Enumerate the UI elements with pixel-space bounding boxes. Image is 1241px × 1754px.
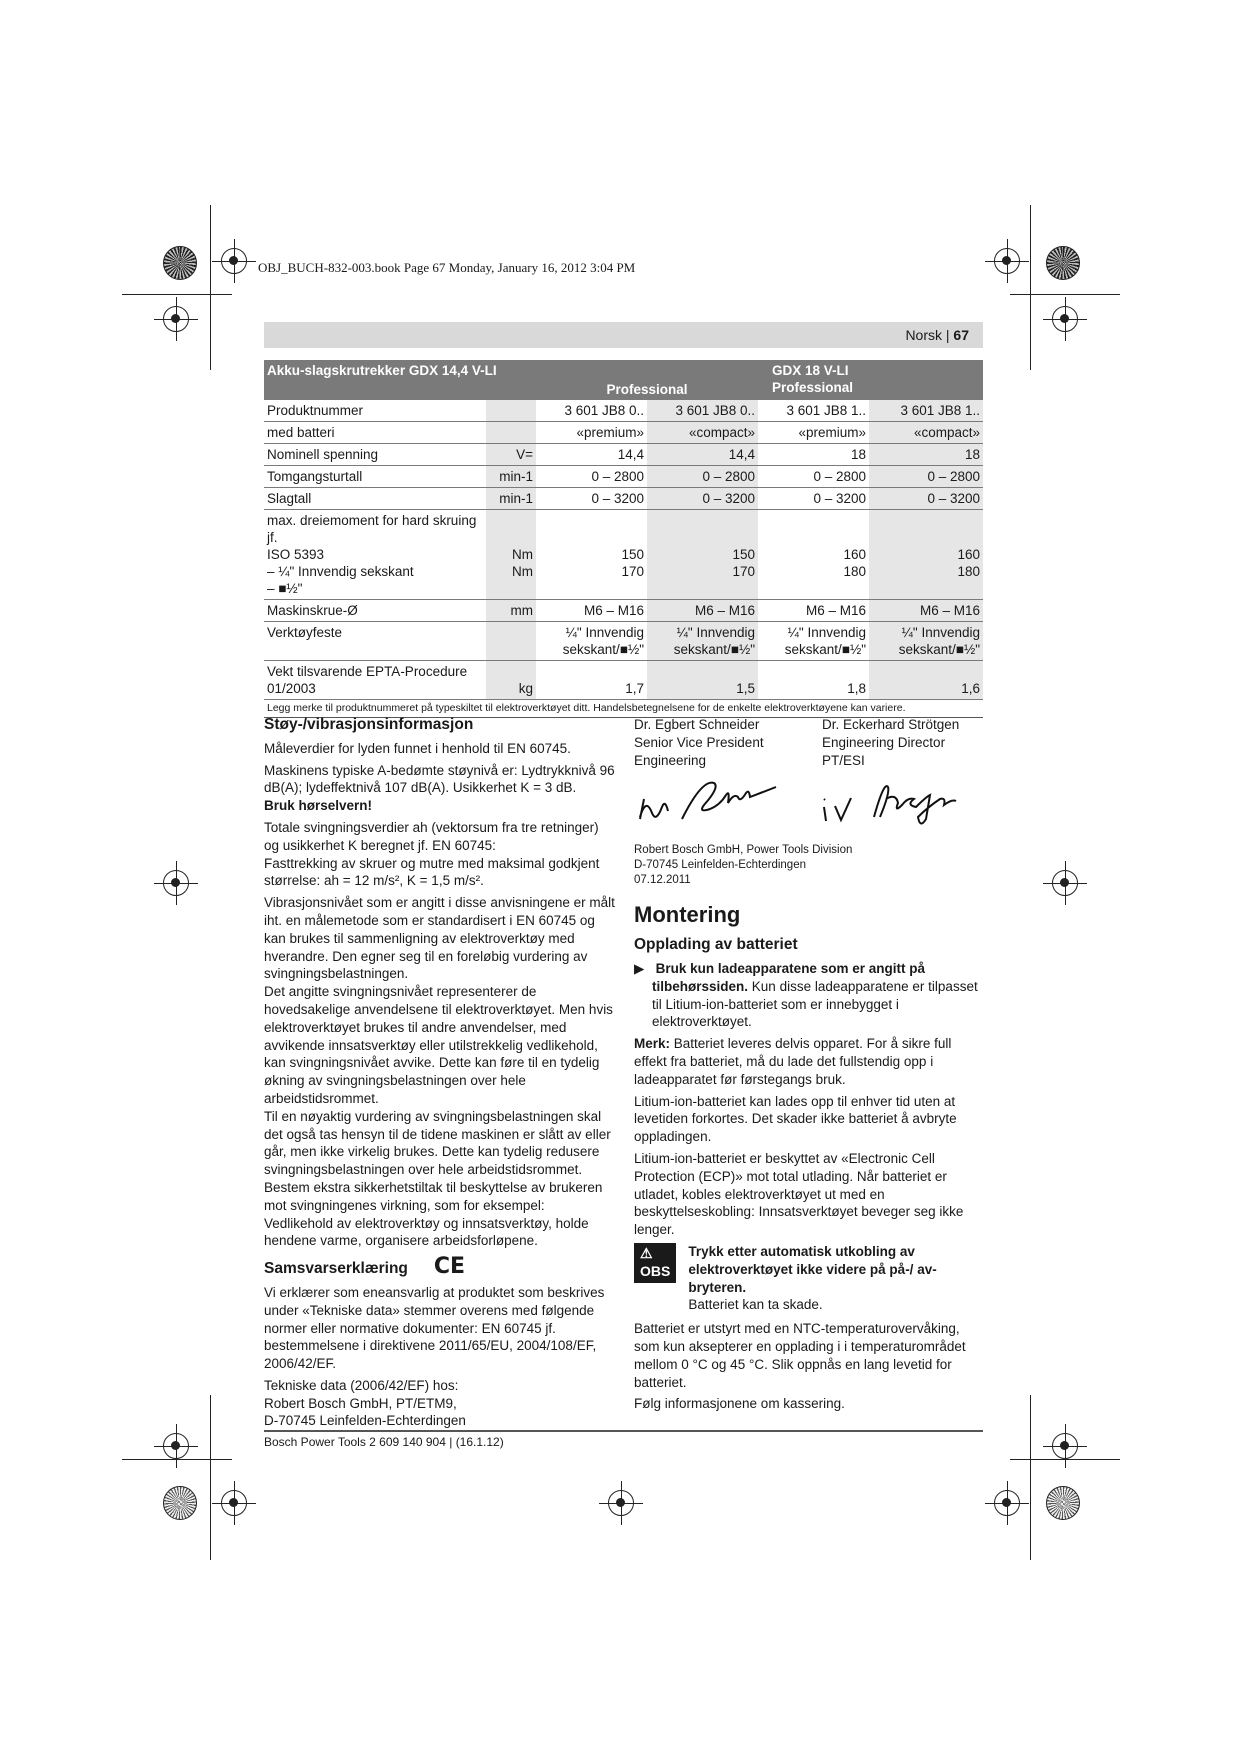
paragraph: Det angitte svingningsnivået representerer de hovedsakelige anvendelsene til elektroverktøyet. Men hvis elektroverktøyet brukes til andre anvendelser, med avvikende innsatsverktøy eller utilstrekkelig vedlikehold, kan svingningsnivået avvike. Dette kan føre til en tydelig økning av svingningsbelastningen over hele arbeidstidsrommet. xyxy=(264,984,613,1106)
row-unit: mm xyxy=(486,600,536,622)
registration-mark-icon xyxy=(994,248,1020,274)
row-unit: V= xyxy=(486,444,536,466)
paragraph: Litium-ion-batteriet kan lades opp til enhver tid uten at levetiden forkortes. Det skader ikke batteriet å avbryte oppladingen. xyxy=(634,1093,957,1145)
paragraph: Vibrasjonsnivået som er angitt i disse anvisningene er målt iht. en målemetode som er standardisert i EN 60745 og kan brukes til sammenligning av elektroverktøy med hverandre. Den egner seg til en foreløbig vurdering av svingningsbelastningen. xyxy=(264,895,615,982)
paragraph: Fasttrekking av skruer og mutre med maksimal godkjent størrelse: ah = 12 m/s², K = 1,5 m/s². xyxy=(264,855,600,889)
torque-sub-square: – ■½" xyxy=(267,581,303,596)
col-head-professional: Professional xyxy=(536,360,758,400)
crop-mark xyxy=(1030,205,1031,370)
table-cell: 0 – 2800 xyxy=(536,466,647,488)
table-cell: 18 xyxy=(869,444,983,466)
table-cell: ¼" Innvendig sekskant/■½" xyxy=(758,622,869,661)
table-cell: 1,5 xyxy=(647,661,758,700)
registration-mark-icon xyxy=(1052,306,1078,332)
bullet-item: ▶ Bruk kun ladeapparatene som er angitt på tilbehørssiden. Kun disse ladeapparatene er tilpasset til Litium-ion-batteriet som er innebygget i elektroverktøyet. xyxy=(634,960,978,1030)
table-footnote: Legg merke til produktnummeret på typeskiltet til elektroverktøyet ditt. Handelsbetegnelsene for de enkelte elektroverktøyene kan variere. xyxy=(264,700,983,718)
conformity-heading: Samsvarserklæring CE xyxy=(264,1254,466,1280)
handwritten-signatures xyxy=(634,777,986,839)
obs-warning-text: Trykk etter automatisk utkobling av elektroverktøyet ikke videre på på-/ av-bryteren. xyxy=(688,1243,937,1295)
table-cell: 0 – 3200 xyxy=(536,488,647,510)
torque-sub-hex: – ¼" Innvendig sekskant xyxy=(267,564,414,579)
row-label: med batteri xyxy=(264,422,486,444)
registration-mark-icon xyxy=(608,1490,634,1516)
table-row xyxy=(264,422,983,444)
table-title: Akku-slagskrutrekker GDX 14,4 V-LI xyxy=(264,360,536,400)
signatory-name: Dr. Egbert Schneider xyxy=(634,717,760,732)
page-number: 67 xyxy=(953,327,969,343)
color-wheel-icon xyxy=(1046,1486,1080,1520)
paragraph: Batteriet er utstyrt med en NTC-temperaturovervåking, som kun aksepterer en opplading i i temperaturområdet mellom 0 °C og 45 °C. Slik oppnås en lang levetid for batteriet. xyxy=(634,1321,966,1390)
table-row-torque xyxy=(264,510,983,600)
table-cell: M6 – M16 xyxy=(758,600,869,622)
row-label: Vekt tilsvarende EPTA-Procedure 01/2003 xyxy=(264,661,486,700)
crop-mark xyxy=(210,205,211,370)
table-cell: M6 – M16 xyxy=(869,600,983,622)
table-footnote-row xyxy=(264,700,983,718)
signatory-dept: PT/ESI xyxy=(822,752,865,768)
table-cell: 160 180 xyxy=(869,510,983,600)
table-cell: ¼" Innvendig sekskant/■½" xyxy=(647,622,758,661)
obs-warning-detail: Batteriet kan ta skade. xyxy=(688,1297,823,1313)
spec-table xyxy=(264,360,983,718)
table-cell: 0 – 3200 xyxy=(869,488,983,510)
mounting-heading: Montering xyxy=(634,902,741,928)
table-cell: 18 xyxy=(758,444,869,466)
crop-mark xyxy=(122,1459,232,1460)
company-block xyxy=(634,843,986,888)
spec-table-header xyxy=(264,360,983,400)
registration-mark-icon xyxy=(1052,870,1078,896)
ce-mark-icon: CE xyxy=(433,1254,466,1280)
obs-warning-icon: ⚠ OBS xyxy=(634,1243,676,1283)
row-label xyxy=(264,510,486,600)
table-cell: 0 – 2800 xyxy=(647,466,758,488)
company-address: D-70745 Leinfelden-Echterdingen xyxy=(634,859,806,872)
declaration-date: 07.12.2011 xyxy=(634,874,691,887)
row-unit: kg xyxy=(486,661,536,700)
registration-mark-icon xyxy=(163,870,189,896)
registration-mark-icon xyxy=(221,248,247,274)
obs-warning xyxy=(634,1243,986,1314)
paragraph: Litium-ion-batteriet er beskyttet av «Electronic Cell Protection (ECP)» mot total utlading. Når batteriet er utladet, kobles elektroverktøyet ut med en beskyttelseskobling: Innsatsverktøyet beveger seg ikke lenger. xyxy=(634,1150,964,1238)
table-cell: 1,8 xyxy=(758,661,869,700)
table-cell: «compact» xyxy=(647,422,758,444)
registration-mark-icon xyxy=(1052,1433,1078,1459)
language-label: Norsk xyxy=(905,327,942,343)
table-cell: «premium» xyxy=(536,422,647,444)
page-footer: Bosch Power Tools 2 609 140 904 | (16.1.12) xyxy=(264,1435,504,1449)
table-cell: 3 601 JB8 1.. xyxy=(758,400,869,422)
file-header: OBJ_BUCH-832-003.book Page 67 Monday, January 16, 2012 3:04 PM xyxy=(258,260,636,275)
table-row xyxy=(264,488,983,510)
col-head-model: GDX 18 V-LI xyxy=(772,363,849,378)
table-cell: M6 – M16 xyxy=(647,600,758,622)
row-label: Maskinskrue-Ø xyxy=(264,600,486,622)
row-label: Nominell spenning xyxy=(264,444,486,466)
table-cell: 3 601 JB8 1.. xyxy=(869,400,983,422)
table-row xyxy=(264,600,983,622)
color-wheel-icon xyxy=(1046,246,1080,280)
row-label: Slagtall xyxy=(264,488,486,510)
signatory-name: Dr. Eckerhard Strötgen xyxy=(822,717,960,732)
paragraph: Totale svingningsverdier ah (vektorsum fra tre retninger) og usikkerhet K beregnet jf. EN 60745: xyxy=(264,819,599,853)
col-head-gdx18 xyxy=(758,360,983,400)
table-cell: 3 601 JB8 0.. xyxy=(647,400,758,422)
paragraph: Måleverdier for lyden funnet i henhold til EN 60745. xyxy=(264,740,571,756)
table-row xyxy=(264,400,983,422)
left-column xyxy=(264,716,616,1434)
paragraph: Tekniske data (2006/42/EF) hos: Robert Bosch GmbH, PT/ETM9, D-70745 Leinfelden-Echterdingen xyxy=(264,1377,466,1429)
charging-heading: Opplading av batteriet xyxy=(634,936,798,954)
row-unit xyxy=(486,622,536,661)
table-cell: 0 – 3200 xyxy=(647,488,758,510)
table-cell: 1,6 xyxy=(869,661,983,700)
table-cell: «compact» xyxy=(869,422,983,444)
row-unit xyxy=(486,400,536,422)
row-label: Tomgangsturtall xyxy=(264,466,486,488)
row-unit xyxy=(486,422,536,444)
signature-icon xyxy=(634,777,986,837)
table-cell: 0 – 2800 xyxy=(869,466,983,488)
right-column xyxy=(634,716,986,1417)
signatory-title: Engineering Director xyxy=(822,734,946,750)
signatory-title: Senior Vice President xyxy=(634,734,764,750)
signatory-dept: Engineering xyxy=(634,752,707,768)
paragraph: Bestem ekstra sikkerhetstiltak til beskyttelse av brukeren mot svingningenes virkning, som for eksempel: Vedlikehold av elektroverktøy og innsatsverktøy, holde hendene varme, organisere arbeidsforløpene. xyxy=(264,1179,603,1249)
crop-mark xyxy=(122,294,232,295)
table-row xyxy=(264,466,983,488)
table-cell: M6 – M16 xyxy=(536,600,647,622)
crop-mark xyxy=(1010,294,1120,295)
noise-heading: Støy-/vibrasjonsinformasjon xyxy=(264,716,474,733)
signatory-2 xyxy=(822,716,959,769)
signatories xyxy=(634,716,986,769)
table-cell: ¼" Innvendig sekskant/■½" xyxy=(869,622,983,661)
table-cell: 1,7 xyxy=(536,661,647,700)
torque-standard: ISO 5393 xyxy=(267,547,325,562)
row-unit: min-1 xyxy=(486,466,536,488)
col-head-line: Professional xyxy=(772,380,854,395)
hearing-protection-warning: Bruk hørselvern! xyxy=(264,798,373,814)
table-cell: «premium» xyxy=(758,422,869,444)
color-wheel-icon xyxy=(163,1486,197,1520)
crop-mark xyxy=(1030,1395,1031,1560)
table-row-tool-holder xyxy=(264,622,983,661)
torque-label: max. dreiemoment for hard skruing jf. xyxy=(267,513,477,545)
crop-mark xyxy=(210,1395,211,1560)
footer-rule xyxy=(264,1430,983,1432)
table-cell: 0 – 2800 xyxy=(758,466,869,488)
table-cell: 14,4 xyxy=(536,444,647,466)
registration-mark-icon xyxy=(994,1490,1020,1516)
table-cell: ¼" Innvendig sekskant/■½" xyxy=(536,622,647,661)
table-cell: 160 180 xyxy=(758,510,869,600)
paragraph: Følg informasjonene om kassering. xyxy=(634,1396,845,1412)
paragraph: Vi erklærer som eneansvarlig at produktet som beskrives under «Tekniske data» stemmer overens med følgende normer eller normative dokumenter: EN 60745 jf. bestemmelsene i direktivene 2011/65/EU, 2004/108/EF, 2006/42/EF. xyxy=(264,1284,605,1372)
table-cell: 0 – 3200 xyxy=(758,488,869,510)
registration-mark-icon xyxy=(163,1433,189,1459)
row-unit: min-1 xyxy=(486,488,536,510)
registration-mark-icon xyxy=(221,1490,247,1516)
row-label: Verktøyfeste xyxy=(264,622,486,661)
table-cell: 150 170 xyxy=(536,510,647,600)
table-cell: 14,4 xyxy=(647,444,758,466)
table-row xyxy=(264,444,983,466)
paragraph: Maskinens typiske A-bedømte støynivå er: Lydtrykknivå 96 dB(A); lydeffektnivå 107 dB(A). Usikkerhet K = 3 dB. Bruk hørselvern! xyxy=(264,762,615,814)
page-header-bar xyxy=(264,322,983,348)
paragraph: Til en nøyaktig vurdering av svingningsbelastningen skal det også tas hensyn til de tidene maskinen er slått av eller går, men ikke virkelig brukes. Dette kan tydelig redusere svingningsbelastningen over hele arbeidstidsrommet. xyxy=(264,1108,611,1178)
table-cell: 150 170 xyxy=(647,510,758,600)
table-row-weight xyxy=(264,661,983,700)
row-unit: Nm Nm xyxy=(486,510,536,600)
paragraph: Merk: Batteriet leveres delvis opparet. For å sikre full effekt fra batteriet, må du lade det fullstendig opp i ladeapparatet før førstegangs bruk. xyxy=(634,1036,952,1087)
table-cell: 3 601 JB8 0.. xyxy=(536,400,647,422)
company-name: Robert Bosch GmbH, Power Tools Division xyxy=(634,844,853,857)
page-header: Norsk | 67 xyxy=(905,327,969,343)
signatory-1 xyxy=(634,716,810,769)
row-label: Produktnummer xyxy=(264,400,486,422)
registration-mark-icon xyxy=(163,306,189,332)
color-wheel-icon xyxy=(163,246,197,280)
